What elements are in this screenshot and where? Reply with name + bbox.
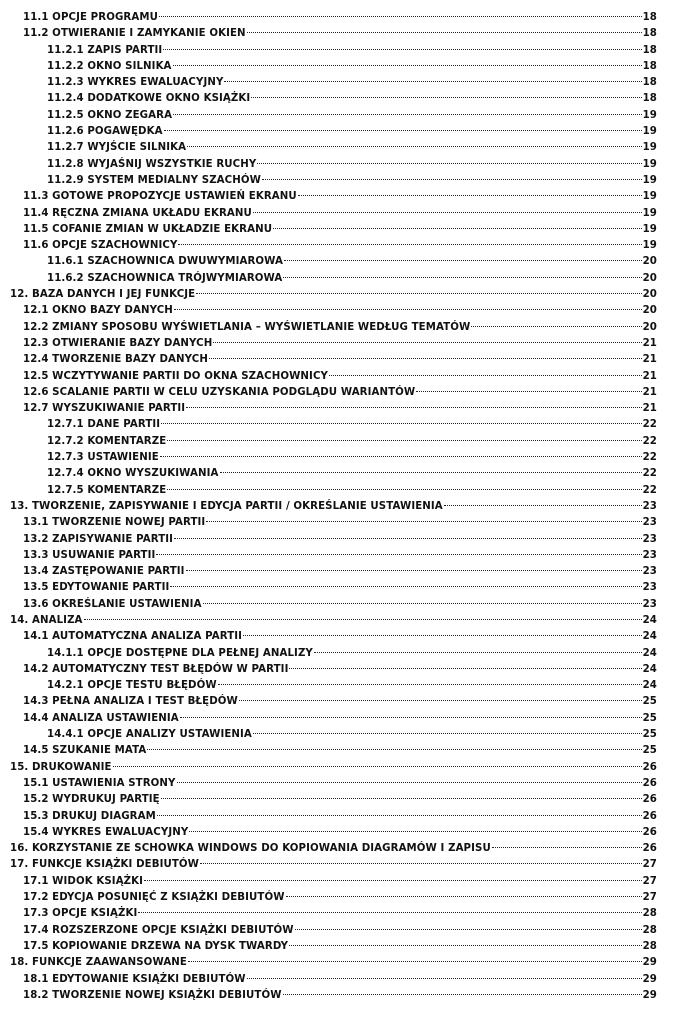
toc-entry[interactable] (10, 776, 657, 792)
toc-entry-title: 12.7.5 KOMENTARZE (47, 484, 167, 496)
toc-dot-leader (170, 585, 641, 587)
toc-entry-page: 19 (642, 240, 657, 252)
toc-dot-leader (167, 439, 641, 441)
toc-entry-page: 21 (642, 370, 657, 382)
toc-entry[interactable] (10, 841, 657, 857)
toc-dot-leader (314, 651, 642, 653)
toc-entry-page: 26 (642, 826, 657, 838)
toc-entry-page: 20 (642, 321, 657, 333)
toc-entry-page: 25 (642, 712, 657, 724)
toc-entry-page: 18 (642, 44, 657, 56)
toc-entry[interactable] (10, 597, 657, 613)
toc-dot-leader (160, 455, 642, 457)
toc-entry-title: 11.6.1 SZACHOWNICA DWUWYMIAROWA (47, 256, 284, 268)
toc-entry[interactable] (10, 694, 657, 710)
toc-dot-leader (203, 602, 642, 604)
toc-dot-leader (200, 862, 642, 864)
toc-entry-page: 28 (642, 940, 657, 952)
toc-entry[interactable] (10, 385, 657, 401)
toc-entry[interactable] (10, 906, 657, 922)
toc-entry[interactable] (10, 10, 657, 26)
toc-dot-leader (253, 211, 642, 213)
toc-entry-title: 12. BAZA DANYCH I JEJ FUNKCJE (10, 289, 196, 301)
toc-entry-title: 12.7.2 KOMENTARZE (47, 435, 167, 447)
toc-dot-leader (213, 341, 641, 343)
toc-entry-page: 29 (642, 989, 657, 1001)
toc-entry-page: 18 (642, 12, 657, 23)
toc-entry[interactable] (10, 466, 657, 482)
toc-entry-title: 14.3 PEŁNA ANALIZA I TEST BŁĘDÓW (23, 696, 238, 708)
toc-entry[interactable] (10, 189, 657, 205)
toc-entry[interactable] (10, 108, 657, 124)
toc-entry-title: 12.1 OKNO BAZY DANYCH (23, 305, 173, 317)
toc-entry-page: 18 (642, 28, 657, 40)
toc-entry-page: 19 (642, 142, 657, 154)
toc-dot-leader (161, 422, 641, 424)
toc-entry[interactable] (10, 564, 657, 580)
toc-dot-leader (159, 15, 642, 17)
toc-dot-leader (174, 308, 642, 310)
toc-entry-page: 19 (642, 109, 657, 121)
toc-entry-page: 21 (642, 337, 657, 349)
toc-entry-title: 18. FUNKCJE ZAAWANSOWANE (10, 957, 187, 969)
toc-entry[interactable] (10, 450, 657, 466)
toc-entry-page: 19 (642, 158, 657, 170)
toc-entry[interactable] (10, 727, 657, 743)
toc-entry[interactable] (10, 857, 657, 873)
toc-entry-page: 24 (642, 647, 657, 659)
toc-entry-title: 14.4 ANALIZA USTAWIENIA (23, 712, 179, 724)
toc-dot-leader (329, 374, 642, 376)
toc-entry[interactable] (10, 222, 657, 238)
toc-entry-title: 11.2.6 POGAWĘDKA (47, 126, 163, 138)
toc-entry-page: 19 (642, 191, 657, 203)
toc-entry-page: 19 (642, 207, 657, 219)
toc-dot-leader (218, 683, 642, 685)
toc-dot-leader (273, 227, 642, 229)
toc-dot-leader (138, 911, 641, 913)
toc-entry[interactable] (10, 483, 657, 499)
toc-dot-leader (247, 31, 642, 33)
toc-entry-page: 18 (642, 93, 657, 105)
toc-entry-page: 24 (642, 631, 657, 643)
toc-entry-page: 23 (642, 566, 657, 578)
toc-entry-title: 15.1 USTAWIENIA STRONY (23, 777, 176, 789)
toc-entry-title: 17.4 ROZSZERZONE OPCJE KSIĄŻKI DEBIUTÓW (23, 924, 294, 936)
toc-dot-leader (177, 781, 642, 783)
toc-dot-leader (243, 634, 642, 636)
toc-entry[interactable] (10, 303, 657, 319)
toc-dot-leader (174, 537, 642, 539)
toc-entry-title: 11.4 RĘCZNA ZMIANA UKŁADU EKRANU (23, 207, 252, 219)
toc-dot-leader (206, 520, 641, 522)
toc-entry-page: 19 (642, 223, 657, 235)
toc-entry[interactable] (10, 140, 657, 156)
toc-dot-leader (295, 928, 642, 930)
toc-dot-leader (173, 64, 642, 66)
toc-dot-leader (209, 357, 642, 359)
toc-entry[interactable] (10, 124, 657, 140)
toc-entry-page: 23 (642, 582, 657, 594)
toc-entry-title: 14.2.1 OPCJE TESTU BŁĘDÓW (47, 680, 217, 692)
toc-entry[interactable] (10, 760, 657, 776)
toc-entry-title: 12.4 TWORZENIE BAZY DANYCH (23, 354, 208, 366)
toc-entry[interactable] (10, 271, 657, 287)
toc-dot-leader (188, 960, 642, 962)
toc-entry-page: 29 (642, 957, 657, 969)
toc-entry[interactable] (10, 417, 657, 433)
toc-dot-leader (189, 830, 641, 832)
toc-entry[interactable] (10, 336, 657, 352)
toc-entry-page: 21 (642, 386, 657, 398)
toc-entry-page: 23 (642, 533, 657, 545)
toc-entry-page: 23 (642, 500, 657, 512)
toc-entry-title: 15. DRUKOWANIE (10, 761, 112, 773)
toc-entry-page: 24 (642, 614, 657, 626)
toc-dot-leader (186, 406, 641, 408)
toc-entry-page: 19 (642, 174, 657, 186)
toc-entry-page: 24 (642, 663, 657, 675)
toc-entry-page: 26 (642, 761, 657, 773)
toc-entry-title: 15.3 DRUKUJ DIAGRAM (23, 810, 156, 822)
toc-entry[interactable] (10, 352, 657, 368)
toc-dot-leader (492, 846, 642, 848)
toc-dot-leader (220, 471, 642, 473)
toc-dot-leader (187, 145, 642, 147)
toc-entry-page: 26 (642, 794, 657, 806)
toc-entry[interactable] (10, 26, 657, 42)
toc-entry[interactable] (10, 43, 657, 59)
toc-entry-title: 12.6 SCALANIE PARTII W CELU UZYSKANIA PODGLĄDU WARIANTÓW (23, 386, 416, 398)
toc-entry-page: 23 (642, 517, 657, 529)
toc-entry-title: 17.5 KOPIOWANIE DRZEWA NA DYSK TWARDY (23, 940, 289, 952)
toc-dot-leader (224, 80, 641, 82)
toc-entry[interactable] (10, 923, 657, 939)
toc-entry-title: 12.7.1 DANE PARTII (47, 419, 161, 431)
toc-entry[interactable] (10, 287, 657, 303)
toc-entry-title: 18.1 EDYTOWANIE KSIĄŻKI DEBIUTÓW (23, 973, 246, 985)
toc-entry[interactable] (10, 972, 657, 988)
toc-entry-page: 21 (642, 354, 657, 366)
toc-dot-leader (180, 716, 642, 718)
toc-entry[interactable] (10, 91, 657, 107)
toc-entry[interactable] (10, 369, 657, 385)
toc-entry-page: 26 (642, 843, 657, 855)
toc-dot-leader (144, 879, 642, 881)
toc-entry[interactable] (10, 532, 657, 548)
toc-entry-title: 14.1.1 OPCJE DOSTĘPNE DLA PEŁNEJ ANALIZY (47, 647, 313, 659)
toc-entry[interactable] (10, 955, 657, 971)
toc-entry-title: 16. KORZYSTANIE ZE SCHOWKA WINDOWS DO KOPIOWANIA DIAGRAMÓW I ZAPISU (10, 843, 491, 855)
toc-entry-page: 29 (642, 973, 657, 985)
toc-entry-title: 11.2.3 WYKRES EWALUACYJNY (47, 77, 224, 89)
toc-entry-title: 11.2.1 ZAPIS PARTII (47, 44, 163, 56)
toc-entry-page: 22 (642, 452, 657, 464)
toc-entry-title: 14.2 AUTOMATYCZNY TEST BŁĘDÓW W PARTII (23, 663, 289, 675)
toc-entry-title: 12.2 ZMIANY SPOSOBU WYŚWIETLANIA – WYŚWIETLANIE WEDŁUG TEMATÓW (23, 321, 471, 333)
toc-entry-title: 13.4 ZASTĘPOWANIE PARTII (23, 566, 185, 578)
toc-dot-leader (156, 553, 641, 555)
toc-dot-leader (84, 618, 642, 620)
toc-entry-title: 14.4.1 OPCJE ANALIZY USTAWIENIA (47, 729, 252, 741)
toc-entry-title: 15.2 WYDRUKUJ PARTIĘ (23, 794, 160, 806)
toc-dot-leader (173, 113, 642, 115)
toc-entry-page: 27 (642, 892, 657, 904)
toc-dot-leader (289, 667, 641, 669)
toc-dot-leader (239, 699, 642, 701)
toc-dot-leader (167, 488, 641, 490)
toc-entry[interactable] (10, 515, 657, 531)
toc-dot-leader (147, 748, 641, 750)
toc-entry-page: 26 (642, 810, 657, 822)
toc-entry[interactable] (10, 743, 657, 759)
toc-dot-leader (283, 993, 642, 995)
toc-entry[interactable] (10, 939, 657, 955)
toc-entry-page: 26 (642, 777, 657, 789)
toc-entry-title: 13. TWORZENIE, ZAPISYWANIE I EDYCJA PARTII / OKREŚLANIE USTAWIENIA (10, 500, 443, 512)
toc-entry[interactable] (10, 988, 657, 1004)
toc-entry-title: 17. FUNKCJE KSIĄŻKI DEBIUTÓW (10, 859, 199, 871)
toc-entry-page: 27 (642, 875, 657, 887)
toc-entry-title: 11.2 OTWIERANIE I ZAMYKANIE OKIEN (23, 28, 246, 40)
toc-entry-title: 18.2 TWORZENIE NOWEJ KSIĄŻKI DEBIUTÓW (23, 989, 282, 1001)
toc-entry-page: 28 (642, 924, 657, 936)
toc-entry-page: 27 (642, 859, 657, 871)
toc-dot-leader (247, 977, 642, 979)
toc-dot-leader (253, 732, 642, 734)
toc-entry-page: 25 (642, 745, 657, 757)
toc-entry-title: 11.1 OPCJE PROGRAMU (23, 12, 158, 23)
toc-entry-title: 13.2 ZAPISYWANIE PARTII (23, 533, 174, 545)
toc-entry-page: 24 (642, 680, 657, 692)
toc-dot-leader (284, 259, 642, 261)
toc-entry-page: 18 (642, 77, 657, 89)
toc-entry-title: 14. ANALIZA (10, 614, 83, 626)
toc-entry-title: 11.6 OPCJE SZACHOWNICY (23, 240, 178, 252)
toc-entry-page: 20 (642, 305, 657, 317)
toc-dot-leader (286, 895, 642, 897)
toc-dot-leader (186, 569, 642, 571)
toc-entry[interactable] (10, 75, 657, 91)
toc-dot-leader (289, 944, 641, 946)
toc-entry-page: 22 (642, 435, 657, 447)
toc-entry-title: 13.5 EDYTOWANIE PARTII (23, 582, 170, 594)
toc-entry[interactable] (10, 825, 657, 841)
toc-entry-title: 11.2.2 OKNO SILNIKA (47, 60, 172, 72)
toc-entry-title: 15.4 WYKRES EWALUACYJNY (23, 826, 189, 838)
toc-entry[interactable] (10, 792, 657, 808)
toc-entry[interactable] (10, 499, 657, 515)
toc-entry[interactable] (10, 646, 657, 662)
toc-dot-leader (298, 194, 642, 196)
toc-entry-title: 11.2.8 WYJAŚNIJ WSZYSTKIE RUCHY (47, 158, 257, 170)
toc-entry[interactable] (10, 711, 657, 727)
toc-entry[interactable] (10, 613, 657, 629)
toc-entry[interactable] (10, 157, 657, 173)
toc-entry-page: 22 (642, 419, 657, 431)
toc-entry-page: 25 (642, 696, 657, 708)
toc-dot-leader (262, 178, 642, 180)
toc-entry-page: 20 (642, 272, 657, 284)
toc-entry-title: 14.5 SZUKANIE MATA (23, 745, 147, 757)
toc-entry-page: 22 (642, 468, 657, 480)
toc-entry[interactable] (10, 662, 657, 678)
toc-entry-title: 13.3 USUWANIE PARTII (23, 549, 156, 561)
toc-entry-page: 18 (642, 60, 657, 72)
toc-entry[interactable] (10, 548, 657, 564)
toc-entry-page: 21 (642, 403, 657, 415)
toc-entry-page: 23 (642, 598, 657, 610)
toc-entry[interactable] (10, 678, 657, 694)
toc-entry-title: 17.2 EDYCJA POSUNIĘĆ Z KSIĄŻKI DEBIUTÓW (23, 892, 285, 904)
toc-dot-leader (163, 48, 641, 50)
toc-entry-title: 11.2.4 DODATKOWE OKNO KSIĄŻKI (47, 93, 251, 105)
toc-entry-title: 11.2.5 OKNO ZEGARA (47, 109, 173, 121)
toc-entry-title: 11.5 COFANIE ZMIAN W UKŁADZIE EKRANU (23, 223, 273, 235)
toc-entry-title: 11.6.2 SZACHOWNICA TRÓJWYMIAROWA (47, 272, 283, 284)
toc-entry[interactable] (10, 254, 657, 270)
toc-entry[interactable] (10, 874, 657, 890)
toc-entry-title: 12.5 WCZYTYWANIE PARTII DO OKNA SZACHOWNICY (23, 370, 329, 382)
toc-entry[interactable] (10, 629, 657, 645)
toc-entry[interactable] (10, 580, 657, 596)
toc-entry[interactable] (10, 320, 657, 336)
toc-dot-leader (161, 797, 642, 799)
toc-entry[interactable] (10, 434, 657, 450)
toc-entry-page: 23 (642, 549, 657, 561)
toc-entry-page: 28 (642, 908, 657, 920)
toc-dot-leader (196, 292, 641, 294)
toc-entry-title: 12.7.4 OKNO WYSZUKIWANIA (47, 468, 219, 480)
toc-dot-leader (471, 325, 641, 327)
toc-entry[interactable] (10, 59, 657, 75)
toc-dot-leader (178, 243, 641, 245)
toc-entry-title: 11.2.7 WYJŚCIE SILNIKA (47, 142, 187, 154)
toc-entry-page: 20 (642, 289, 657, 301)
toc-entry-page: 22 (642, 484, 657, 496)
toc-entry-title: 13.1 TWORZENIE NOWEJ PARTII (23, 517, 206, 529)
toc-entry-title: 11.2.9 SYSTEM MEDIALNY SZACHÓW (47, 174, 261, 186)
toc-entry-title: 11.3 GOTOWE PROPOZYCJE USTAWIEŃ EKRANU (23, 191, 297, 203)
toc-dot-leader (157, 814, 642, 816)
toc-entry[interactable] (10, 173, 657, 189)
toc-entry[interactable] (10, 206, 657, 222)
toc-entry-title: 17.1 WIDOK KSIĄŻKI (23, 875, 144, 887)
toc-entry-title: 13.6 OKREŚLANIE USTAWIENIA (23, 598, 202, 610)
toc-entry-title: 14.1 AUTOMATYCZNA ANALIZA PARTII (23, 631, 243, 643)
toc-entry-title: 17.3 OPCJE KSIĄŻKI (23, 908, 138, 920)
toc-dot-leader (251, 96, 641, 98)
toc-entry-page: 20 (642, 256, 657, 268)
toc-entry-page: 25 (642, 729, 657, 741)
toc-entry[interactable] (10, 401, 657, 417)
toc-entry[interactable] (10, 890, 657, 906)
toc-dot-leader (113, 765, 642, 767)
toc-dot-leader (416, 390, 641, 392)
toc-entry[interactable] (10, 238, 657, 254)
toc-entry-title: 12.7.3 USTAWIENIE (47, 452, 159, 464)
toc-entry-title: 12.7 WYSZUKIWANIE PARTII (23, 403, 186, 415)
toc-entry-title: 12.3 OTWIERANIE BAZY DANYCH (23, 337, 213, 349)
toc-entry[interactable] (10, 809, 657, 825)
toc-dot-leader (257, 162, 641, 164)
toc-entry-page: 19 (642, 126, 657, 138)
toc-dot-leader (283, 276, 641, 278)
toc-dot-leader (164, 129, 642, 131)
toc-dot-leader (444, 504, 642, 506)
